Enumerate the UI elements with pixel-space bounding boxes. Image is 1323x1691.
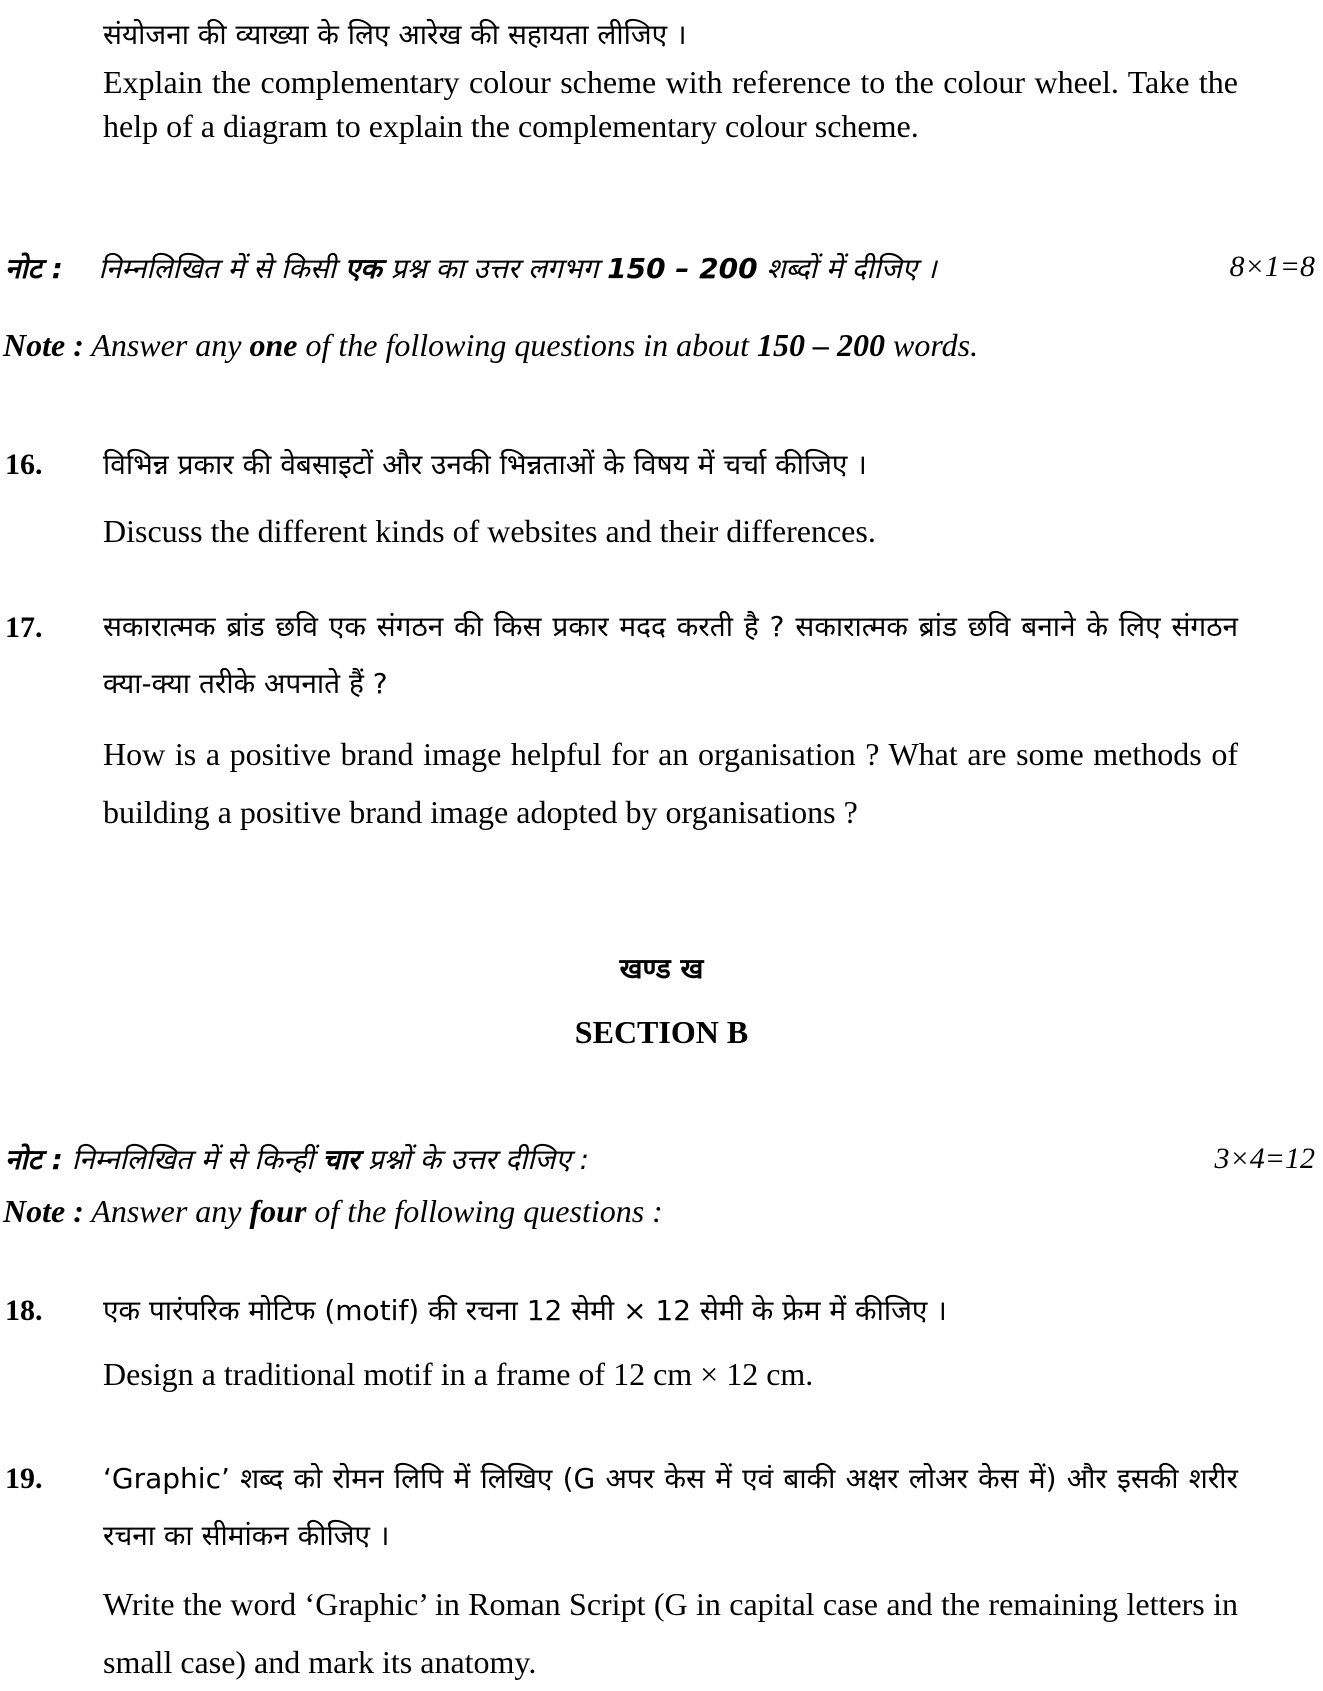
note-text: शब्दों में दीजिए । [766,252,937,285]
q15-english: Explain the complementary colour scheme with reference to the colour wheel. Take the help of a diagram to explain the complementary colour scheme. [103,64,1238,144]
note-label: नोट : [5,1143,63,1176]
question-hindi: विभिन्न प्रकार की वेबसाइटों और उनकी भिन्नताओं के विषय में चर्चा कीजिए । [103,448,867,481]
note-label: Note : [3,1193,84,1229]
note-label: Note : [3,327,84,363]
question-number: 17. [5,611,43,644]
word-range: 150 – 200 [757,327,886,363]
question-number: 19. [5,1462,43,1495]
note-b-english [3,1189,1203,1233]
section-title-hindi: खण्ड ख [619,952,704,985]
question-hindi: एक पारंपरिक मोटिफ (motif) की रचना 12 सेमी × 12 सेमी के फ्रेम में कीजिए । [103,1294,947,1327]
note-text: निम्नलिखित में से किन्हीं [71,1143,314,1176]
marks-b: 3×4=12 [1214,1142,1315,1175]
note-text: प्रश्नों के उत्तर दीजिए : [367,1143,590,1176]
question-english: Write the word ‘Graphic’ in Roman Script (G in capital case and the remaining letters in small case) and mark its anatomy. [103,1586,1238,1680]
note-a-english [3,323,1253,367]
question-number: 16. [5,448,43,481]
note-label: नोट : [5,252,63,285]
note-text: Answer any [91,327,242,363]
note-emphasis: one [249,327,298,363]
section-title-english: SECTION B [574,1014,749,1050]
note-emphasis: एक [344,252,382,285]
question-hindi: सकारात्मक ब्रांड छवि एक संगठन की किस प्रकार मदद करती है ? सकारात्मक ब्रांड छवि बनाने के लिए संगठन क्या-क्या तरीके अपनाते हैं ? [103,610,1238,700]
question-english: Design a traditional motif in a frame of 12 cm × 12 cm. [103,1356,814,1392]
word-range: 150 – 200 [607,252,758,285]
note-text: of the following questions : [314,1193,663,1229]
note-b-hindi [5,1131,1105,1188]
note-emphasis: four [249,1193,307,1229]
question-number: 18. [5,1294,43,1327]
note-a-hindi [5,240,1205,297]
note-text: words. [893,327,979,363]
question-english: How is a positive brand image helpful for an organisation ? What are some methods of building a positive brand image adopted by organisations ? [103,736,1238,830]
question-english: Discuss the different kinds of websites and their differences. [103,513,876,549]
marks-a: 8×1=8 [1229,250,1315,283]
note-text: निम्नलिखित में से किसी [98,252,336,285]
q15-hindi-tail: संयोजना की व्याख्या के लिए आरेख की सहायता लीजिए । [103,18,687,51]
note-text: Answer any [91,1193,242,1229]
note-text: प्रश्न का उत्तर लगभग [390,252,599,285]
note-text: of the following questions in about [305,327,750,363]
question-hindi: ‘Graphic’ शब्द को रोमन लिपि में लिखिए (G अपर केस में एवं बाकी अक्षर लोअर केस में) और इसकी शरीर रचना का सीमांकन कीजिए । [103,1462,1238,1552]
note-emphasis: चार [322,1143,359,1176]
